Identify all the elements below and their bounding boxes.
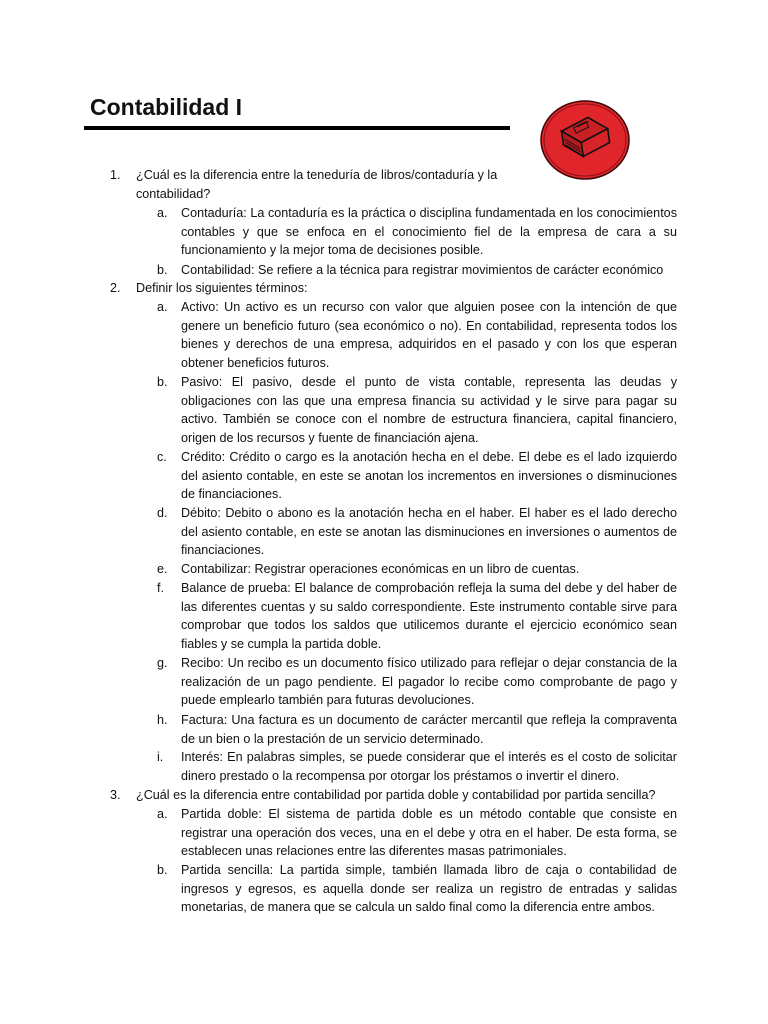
ledger-book-icon xyxy=(540,100,630,180)
item-text: Crédito: Crédito o cargo es la anotación hecha en el debe. El debe es el lado izquierdo del asiento contable, en este se anotan los incrementos en inversiones o disminuciones de financiaciones. xyxy=(181,450,677,502)
item-letter: e. xyxy=(157,562,168,576)
item-letter: d. xyxy=(157,506,168,520)
item-text: Recibo: Un recibo es un documento físico utilizado para reflejar o dejar constancia de la realización de un pago pendiente. El pagador lo recibe como comprobante de pago y puede emplearlo también para futuras devoluciones. xyxy=(181,656,677,708)
item-text: Contabilizar: Registrar operaciones económicas en un libro de cuentas. xyxy=(181,562,580,576)
question-text: ¿Cuál es la diferencia entre la teneduría de libros/contaduría y la contabilidad? xyxy=(136,168,498,201)
item-letter: b. xyxy=(157,863,168,877)
item-letter: b. xyxy=(157,263,168,277)
item-letter: a. xyxy=(157,807,168,821)
item-text: Factura: Una factura es un documento de carácter mercantil que refleja la compraventa de un bien o la prestación de un servicio determinado. xyxy=(181,713,677,746)
title-underline xyxy=(84,126,510,130)
question-text: Definir los siguientes términos: xyxy=(136,281,308,295)
item-text: Activo: Un activo es un recurso con valor que alguien posee con la intención de que genere un beneficio futuro (sea económico o no). En contabilidad, representa todos los bienes y derechos de una empresa, adquiridos en el pasado y con los que esperan obtener beneficios futuros. xyxy=(181,300,677,370)
item-letter: a. xyxy=(157,300,168,314)
item-letter: b. xyxy=(157,375,168,389)
document-title: Contabilidad I xyxy=(90,94,243,120)
question-text: ¿Cuál es la diferencia entre contabilidad por partida doble y contabilidad por partida sencilla? xyxy=(136,788,656,802)
item-letter: c. xyxy=(157,450,167,464)
item-text: Pasivo: El pasivo, desde el punto de vista contable, representa las deudas y obligaciones con las que una empresa financia su actividad y le sirve para pagar su activo. También se conoce con el nombre de estructura financiera, capital financiero, origen de los recursos y fuente de financiación ajena. xyxy=(181,375,677,445)
item-letter: g. xyxy=(157,656,168,670)
question-number: 3. xyxy=(110,788,121,802)
item-text: Balance de prueba: El balance de comprobación refleja la suma del debe y del haber de las diferentes cuentas y su saldo correspondiente. Este instrumento contable sirve para comprobar que todos los saldos que utilicemos durante el ejercicio económico sean fiables y se cumpla la partida doble. xyxy=(181,581,677,651)
item-text: Partida sencilla: La partida simple, también llamada libro de caja o contabilidad de ingresos y egresos, es aquella donde ser realiza un registro de entradas y salidas monetarias, de manera que se calcula un saldo final como la diferencia entre ambos. xyxy=(181,863,677,915)
item-text: Débito: Debito o abono es la anotación hecha en el haber. El haber es el lado derecho del asiento contable, en este se anotan las disminuciones en inversiones o aumentos de financiaciones. xyxy=(181,506,677,558)
item-letter: i. xyxy=(157,750,164,764)
question-number: 1. xyxy=(110,168,121,182)
item-letter: h. xyxy=(157,713,168,727)
item-text: Partida doble: El sistema de partida doble es un método contable que consiste en registrar una operación dos veces, una en el debe y otra en el haber. De esta forma, se establecen unas relaciones entre las diferentes masas patrimoniales. xyxy=(181,807,677,859)
item-letter: f. xyxy=(157,581,164,595)
question-number: 2. xyxy=(110,281,121,295)
item-text: Interés: En palabras simples, se puede considerar que el interés es el costo de solicitar dinero prestado o la recompensa por otorgar los préstamos o invertir el dinero. xyxy=(181,750,677,783)
item-text: Contabilidad: Se refiere a la técnica para registrar movimientos de carácter económico xyxy=(181,263,664,277)
item-letter: a. xyxy=(157,206,168,220)
item-text: Contaduría: La contaduría es la práctica o disciplina fundamentada en los conocimientos contables y que se enfoca en el conocimiento fiel de la empresa de cara a su funcionamiento y la mejor toma de decisiones posible. xyxy=(181,206,677,258)
